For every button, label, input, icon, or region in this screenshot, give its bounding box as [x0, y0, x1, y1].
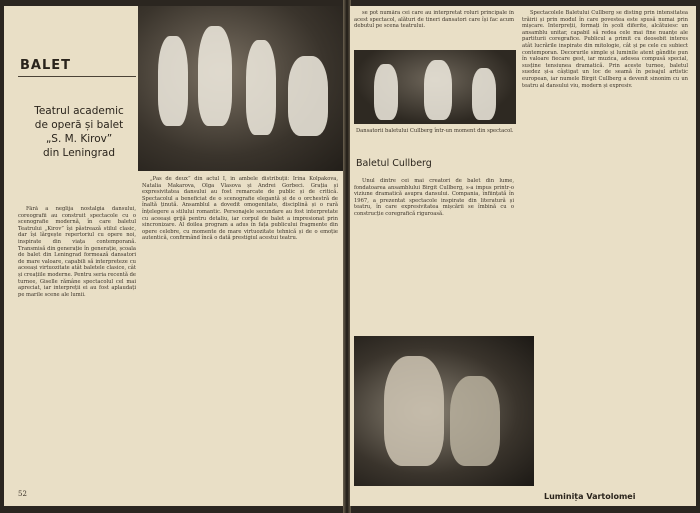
paragraph: se pot număra cei care au interpretat roluri principale în acest spectacol, alături de tineri dansatori care își fac acum debutul pe scena teatrului. [354, 10, 514, 30]
title-line: „S. M. Kirov” [45, 133, 113, 145]
paragraph: „Pas de deux” din actul I, în ambele distribuții: Irina Kolpakova, Natalia Makarova, Olga Vlasova și Andrei Gorbeci. Grația și expresivitatea dansului au fost remarcate de public și de critică. Spectacolul a beneficiat de o scenografie elegantă și de o orchestră de înaltă ținută. Ansamblul a dovedit omogenitate, disciplină și o rară înțelegere a stilului romantic. Personajele secundare au fost interpretate cu aceeași grijă pentru detaliu, iar corpul de balet a impresionat prin sincronizare. Al doilea program a adus în fața publicului fragmente din opere celebre, cu momente de mare virtuozitate tehnică și de o emoție autentică, confirmând încă o dată prestigiul acestui teatru. [142, 176, 338, 242]
ballet-photo-cullberg-1 [354, 50, 516, 124]
ballet-photo-kirov [138, 6, 344, 171]
article-title [20, 104, 138, 160]
page-number: 52 [18, 490, 27, 498]
paragraph: Spectacolele Baletului Cullberg se disting prin intensitatea trăirii și prin modul în care povestea este spusă numai prin mișcare. Interpreții, formați în școli diferite, alcătuiesc un ansamblu unitar, capabil să redea cele mai fine nuanțe ale partiturii coregrafice. Publicul a primit cu deosebit interes atât lucrările inspirate din mitologie, cât și pe cele cu subiect contemporan. Decorurile simple și luminile atent gândite pun în valoare fiecare gest, iar muzica, adesea compusă special, susține tensiunea dramatică. Prin aceste turnee, baletul suedez și-a câștigat un loc de seamă în peisajul artistic european, iar numele Birgit Cullberg a devenit sinonim cu un teatru al dansului viu, modern și expresiv. [522, 10, 688, 89]
left-page [4, 6, 344, 506]
paragraph: Unul dintre cei mai creatori de balet din lume, fondatoarea ansamblului Birgit Cullberg, s-a impus printr-o viziune dramatică asupra dansului. Compania, înființată în 1967, a prezentat spectacole inspirate din literatură și teatru, în care expresivitatea mișcării se îmbină cu o construcție coregrafică riguroasă. [354, 178, 514, 217]
title-line: Teatrul academic [34, 105, 124, 117]
section-divider [18, 76, 136, 77]
title-line: din Leningrad [42, 147, 115, 159]
author-name: Luminița Vartolomei [544, 492, 636, 501]
left-column-1 [18, 206, 136, 486]
right-column-2 [354, 178, 514, 328]
right-column-3 [522, 10, 688, 486]
ballet-photo-cullberg-2 [354, 336, 534, 486]
title-line: de operă și balet [34, 119, 124, 131]
photo-caption: Dansatorii baletului Cullberg într-un moment din spectacol. [356, 128, 514, 134]
section-label: BALET [20, 58, 72, 73]
left-column-2 [142, 176, 338, 486]
right-column-1 [354, 10, 514, 50]
subheading: Baletul Cullberg [356, 158, 432, 169]
paragraph: Fără a neglija nostalgia dansului, coreografii au construit spectacole cu o scenografie modernă, în care baletul Teatrului „Kirov” își păstrează stilul clasic, dar își lărgește repertoriul cu opere noi, inspirate din viața contemporană. Transmisă din generație în generație, școala de balet din Leningrad formează dansatori de mare valoare, capabili să interpreteze cu aceeași virtuozitate atât baletele clasice, cât și creațiile moderne. Pentru seria recentă de turnee, Giselle rămâne spectacolul cel mai apreciat, iar interpreții ei au fost aplaudați pe marile scene ale lumii. [18, 206, 136, 298]
right-page [350, 6, 696, 506]
